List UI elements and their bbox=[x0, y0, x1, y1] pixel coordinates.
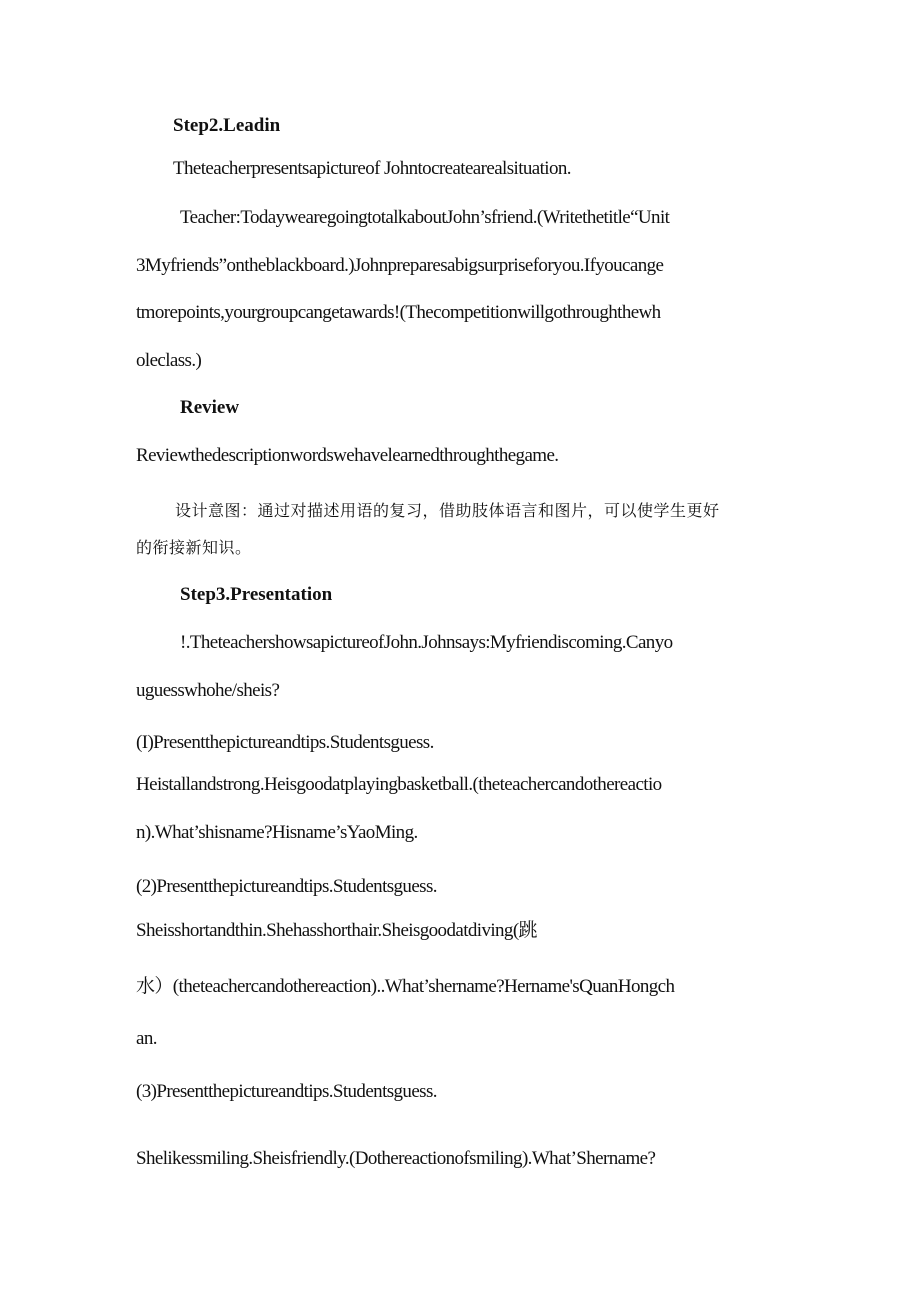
heading-step2: Step2.Leadin bbox=[173, 115, 281, 136]
paragraph-line: (I)Presentthepictureandtips.Studentsguess. bbox=[136, 732, 434, 753]
paragraph-line: (3)Presentthepictureandtips.Studentsguess. bbox=[136, 1081, 437, 1102]
paragraph-line: tmorepoints,yourgroupcangetawards!(Thecompetitionwillgothroughthewh bbox=[136, 302, 661, 323]
paragraph-line: 3Myfriends”ontheblackboard.)Johnpreparesabigsurpriseforyou.Ifyoucange bbox=[136, 255, 664, 276]
paragraph-line: 水）(theteachercandothereaction)..What’shername?Hername'sQuanHongch bbox=[136, 976, 675, 997]
paragraph-line: Heistallandstrong.Heisgoodatplayingbasketball.(theteachercandothereactio bbox=[136, 774, 662, 795]
paragraph-line: Shelikessmiling.Sheisfriendly.(Dothereactionofsmiling).What’Shername? bbox=[136, 1148, 656, 1169]
design-intent-line: 的衔接新知识。 bbox=[136, 538, 252, 557]
paragraph-line: Reviewthedescriptionwordswehavelearnedthroughthegame. bbox=[136, 445, 559, 466]
paragraph-line: uguesswhohe/sheis? bbox=[136, 680, 280, 701]
paragraph-line: !.TheteachershowsapictureofJohn.Johnsays:Myfriendiscoming.Canyo bbox=[180, 632, 673, 653]
paragraph-line: (2)Presentthepictureandtips.Studentsguess. bbox=[136, 876, 437, 897]
design-intent-line: 设计意图：通过对描述用语的复习，借助肢体语言和图片，可以使学生更好 bbox=[175, 501, 720, 520]
paragraph-line: Theteacherpresentsapictureof Johntocreatearealsituation. bbox=[173, 158, 571, 179]
paragraph-line: an. bbox=[136, 1028, 157, 1049]
paragraph-line: Teacher:TodaywearegoingtotalkaboutJohn’sfriend.(Writethetitle“Unit bbox=[180, 207, 670, 228]
paragraph-line: oleclass.) bbox=[136, 350, 202, 371]
paragraph-line: Sheisshortandthin.Shehasshorthair.Sheisgoodatdiving(跳 bbox=[136, 920, 537, 941]
heading-step3: Step3.Presentation bbox=[180, 584, 333, 605]
paragraph-line: n).What’shisname?Hisname’sYaoMing. bbox=[136, 822, 418, 843]
heading-review: Review bbox=[180, 397, 240, 418]
